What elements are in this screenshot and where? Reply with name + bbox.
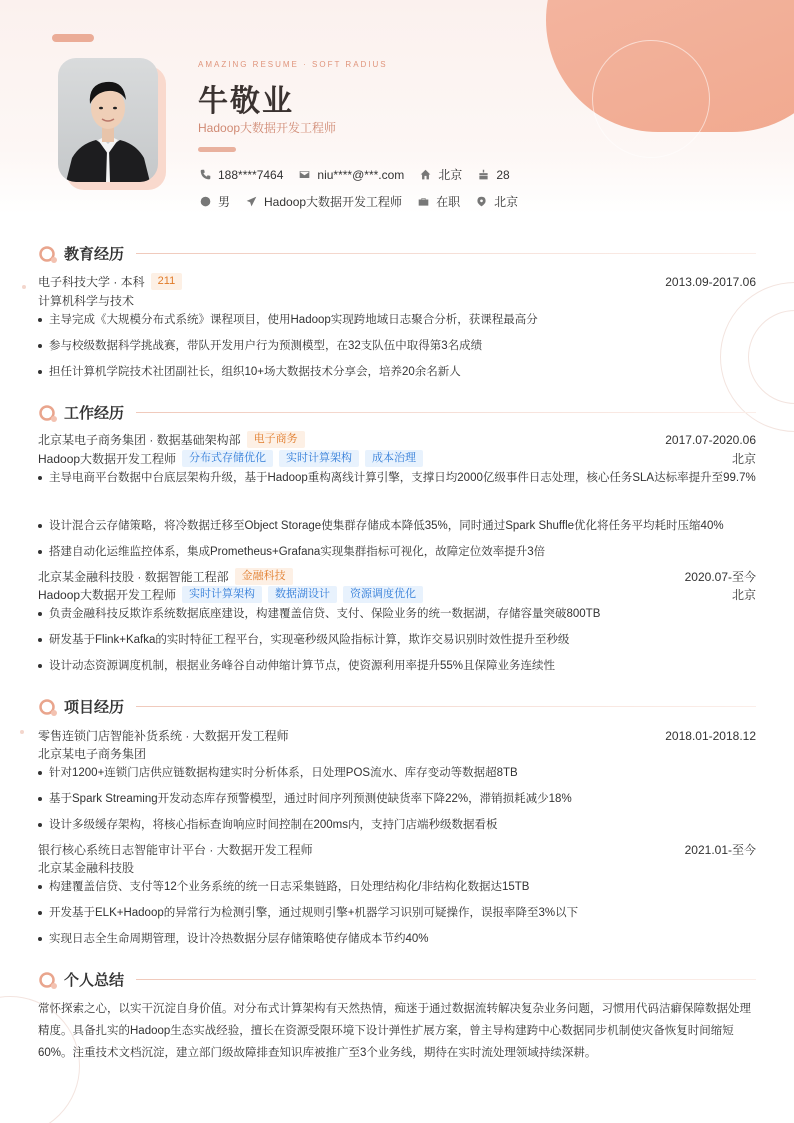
section-title-projects: 项目经历 — [64, 699, 125, 716]
project-name: 银行核心系统日志智能审计平台 · 大数据开发工程师 — [38, 843, 313, 857]
list-item: 设计动态资源调度机制，根据业务峰谷自动伸缩计算节点，使资源利用率提升55%且保障业务连续性 — [38, 655, 758, 677]
list-item: 针对1200+连锁门店供应链数据构建实时分析体系，日处理POS流水、库存变动等数据超8TB — [38, 762, 758, 784]
skill-tag: 资源调度优化 — [343, 586, 423, 603]
location-pin-icon — [474, 195, 488, 209]
job-title: Hadoop大数据开发工程师 — [38, 452, 177, 466]
magnifier-icon — [38, 244, 58, 264]
gender-item — [198, 193, 230, 210]
decor-dot — [22, 285, 26, 289]
magnifier-icon — [38, 403, 58, 423]
work-date: 2017.07-2020.06 — [665, 432, 756, 447]
section-divider — [136, 253, 756, 254]
email-item — [297, 168, 404, 182]
project-org: 北京某金融科技股 — [38, 861, 135, 875]
work-location: 北京 — [731, 588, 756, 602]
list-item: 设计多级缓存架构，将核心指标查询响应时间控制在200ms内，支持门店端秒级数据看板 — [38, 814, 758, 836]
skill-tag: 成本治理 — [365, 450, 423, 467]
project-header — [38, 727, 756, 744]
home-icon — [418, 168, 432, 182]
skill-tag: 实时计算架构 — [182, 586, 262, 603]
status-value: 在职 — [436, 195, 461, 209]
magnifier-icon — [38, 970, 58, 990]
list-item: 设计混合云存储策略，将冷数据迁移至Object Storage使集群存储成本降低35%，同时通过Spark Shuffle优化将任务平均耗时压缩40% — [38, 515, 758, 537]
gender-value: 男 — [218, 195, 231, 209]
work-location: 北京 — [731, 452, 756, 466]
section-title-education: 教育经历 — [64, 246, 125, 263]
project-date: 2021.01-至今 — [684, 843, 756, 857]
list-item: 负责金融科技反欺诈系统数据底座建设，构建覆盖信贷、支付、保险业务的统一数据湖，存储容量突破800TB — [38, 603, 758, 625]
company-name: 北京某金融科技股 · 数据智能工程部 — [38, 570, 229, 584]
briefcase-icon — [416, 195, 430, 209]
education-date: 2013.09-2017.06 — [665, 274, 756, 289]
project-name: 零售连锁门店智能补货系统 · 大数据开发工程师 — [38, 729, 289, 743]
job-title: Hadoop大数据开发工程师 — [38, 588, 177, 602]
section-divider — [136, 979, 756, 980]
school-name: 电子科技大学 · 本科 — [38, 275, 145, 289]
work-header — [38, 431, 756, 448]
header-accent-bar — [52, 34, 94, 42]
work-date: 2020.07-至今 — [684, 570, 756, 584]
skill-tag: 数据湖设计 — [268, 586, 337, 603]
user-icon — [198, 195, 212, 209]
section-work — [38, 402, 756, 423]
project-date: 2018.01-2018.12 — [665, 728, 756, 743]
candidate-name: 牛敬业 — [198, 85, 294, 118]
list-item: 主导电商平台数据中台底层架构升级，基于Hadoop重构离线计算引擎，支撑日均2000亿级事件日志处理，核心任务SLA达标率提升至99.7% — [38, 467, 758, 489]
section-divider — [136, 706, 756, 707]
section-education — [38, 243, 756, 264]
section-projects — [38, 696, 756, 717]
contact-row — [198, 166, 524, 183]
skill-tag: 实时计算架构 — [279, 450, 359, 467]
phone-value: 188****7464 — [218, 167, 284, 182]
list-item: 构建覆盖信贷、支付等12个业务系统的统一日志采集链路，日处理结构化/非结构化数据达15TB — [38, 876, 758, 898]
cake-icon — [476, 168, 490, 182]
industry-tag: 电子商务 — [247, 431, 305, 448]
age-value: 28 — [496, 167, 510, 182]
age-item — [476, 168, 509, 182]
section-title-summary: 个人总结 — [64, 972, 125, 989]
section-title-work: 工作经历 — [64, 405, 125, 422]
send-icon — [244, 195, 258, 209]
avatar-photo — [58, 58, 158, 182]
school-tag: 211 — [151, 273, 183, 290]
work-subheader — [38, 586, 756, 603]
target-city-value: 北京 — [494, 195, 519, 209]
section-summary — [38, 969, 756, 990]
summary-text: 常怀探索之心，以实干沉淀自身价值。对分布式计算架构有天然热情，痴迷于通过数据流转解决复杂业务问题，习惯用代码洁癖保障数据处理精度。具备扎实的Hadoop生态实战经验，擅长在资源受限环境下设计弹性扩展方案，曾主导构建跨中心数据同步机制使灾备恢复时间缩短60%。注重技术文档沉淀，建立部门级故障排查知识库被推广至3个业务线，期待在实时流处理领域持续深耕。 — [38, 1003, 751, 1059]
education-major: 计算机科学与技术 — [38, 294, 135, 308]
city-item — [418, 166, 462, 183]
city-value: 北京 — [438, 168, 463, 182]
target-city-item — [474, 193, 518, 210]
candidate-role: Hadoop大数据开发工程师 — [198, 121, 337, 135]
mail-icon — [297, 168, 311, 182]
role-underline — [198, 147, 236, 152]
work-subheader — [38, 450, 756, 467]
header-decor-ring — [592, 40, 710, 158]
list-item: 研发基于Flink+Kafka的实时特征工程平台，实现毫秒级风险指标计算，欺诈交易识别时效性提升至秒级 — [38, 629, 758, 651]
list-item: 担任计算机学院技术社团副社长，组织10+场大数据技术分享会，培养20余名新人 — [38, 361, 758, 383]
profile-row — [198, 193, 532, 210]
section-divider — [136, 412, 756, 413]
target-role-item — [244, 193, 402, 210]
project-org: 北京某电子商务集团 — [38, 747, 147, 761]
industry-tag: 金融科技 — [235, 568, 293, 585]
phone-icon — [198, 168, 212, 182]
list-item: 开发基于ELK+Hadoop的异常行为检测引擎，通过规则引擎+机器学习识别可疑操作，误报率降至3%以下 — [38, 902, 758, 924]
list-item: 搭建自动化运维监控体系，集成Prometheus+Grafana实现集群指标可视化，故障定位效率提升3倍 — [38, 541, 758, 563]
resume-tagline: AMAZING RESUME · SOFT RADIUS — [198, 60, 388, 69]
target-role-value: Hadoop大数据开发工程师 — [264, 195, 403, 209]
work-header — [38, 568, 756, 585]
magnifier-icon — [38, 697, 58, 717]
list-item: 参与校级数据科学挑战赛，带队开发用户行为预测模型，在32支队伍中取得第3名成绩 — [38, 335, 758, 357]
skill-tag: 分布式存储优化 — [182, 450, 273, 467]
list-item: 主导完成《大规模分布式系统》课程项目，使用Hadoop实现跨地域日志聚合分析，获课程最高分 — [38, 309, 758, 331]
company-name: 北京某电子商务集团 · 数据基础架构部 — [38, 433, 241, 447]
list-item: 实现日志全生命周期管理，设计冷热数据分层存储策略使存储成本节约40% — [38, 928, 758, 950]
education-header — [38, 273, 756, 290]
list-item: 基于Spark Streaming开发动态库存预警模型，通过时间序列预测使缺货率下降22%，滞销损耗减少18% — [38, 788, 758, 810]
email-value: niu****@***.com — [317, 167, 405, 182]
decor-dot — [20, 730, 24, 734]
status-item — [416, 193, 460, 210]
phone-item — [198, 168, 283, 182]
project-header — [38, 841, 756, 858]
